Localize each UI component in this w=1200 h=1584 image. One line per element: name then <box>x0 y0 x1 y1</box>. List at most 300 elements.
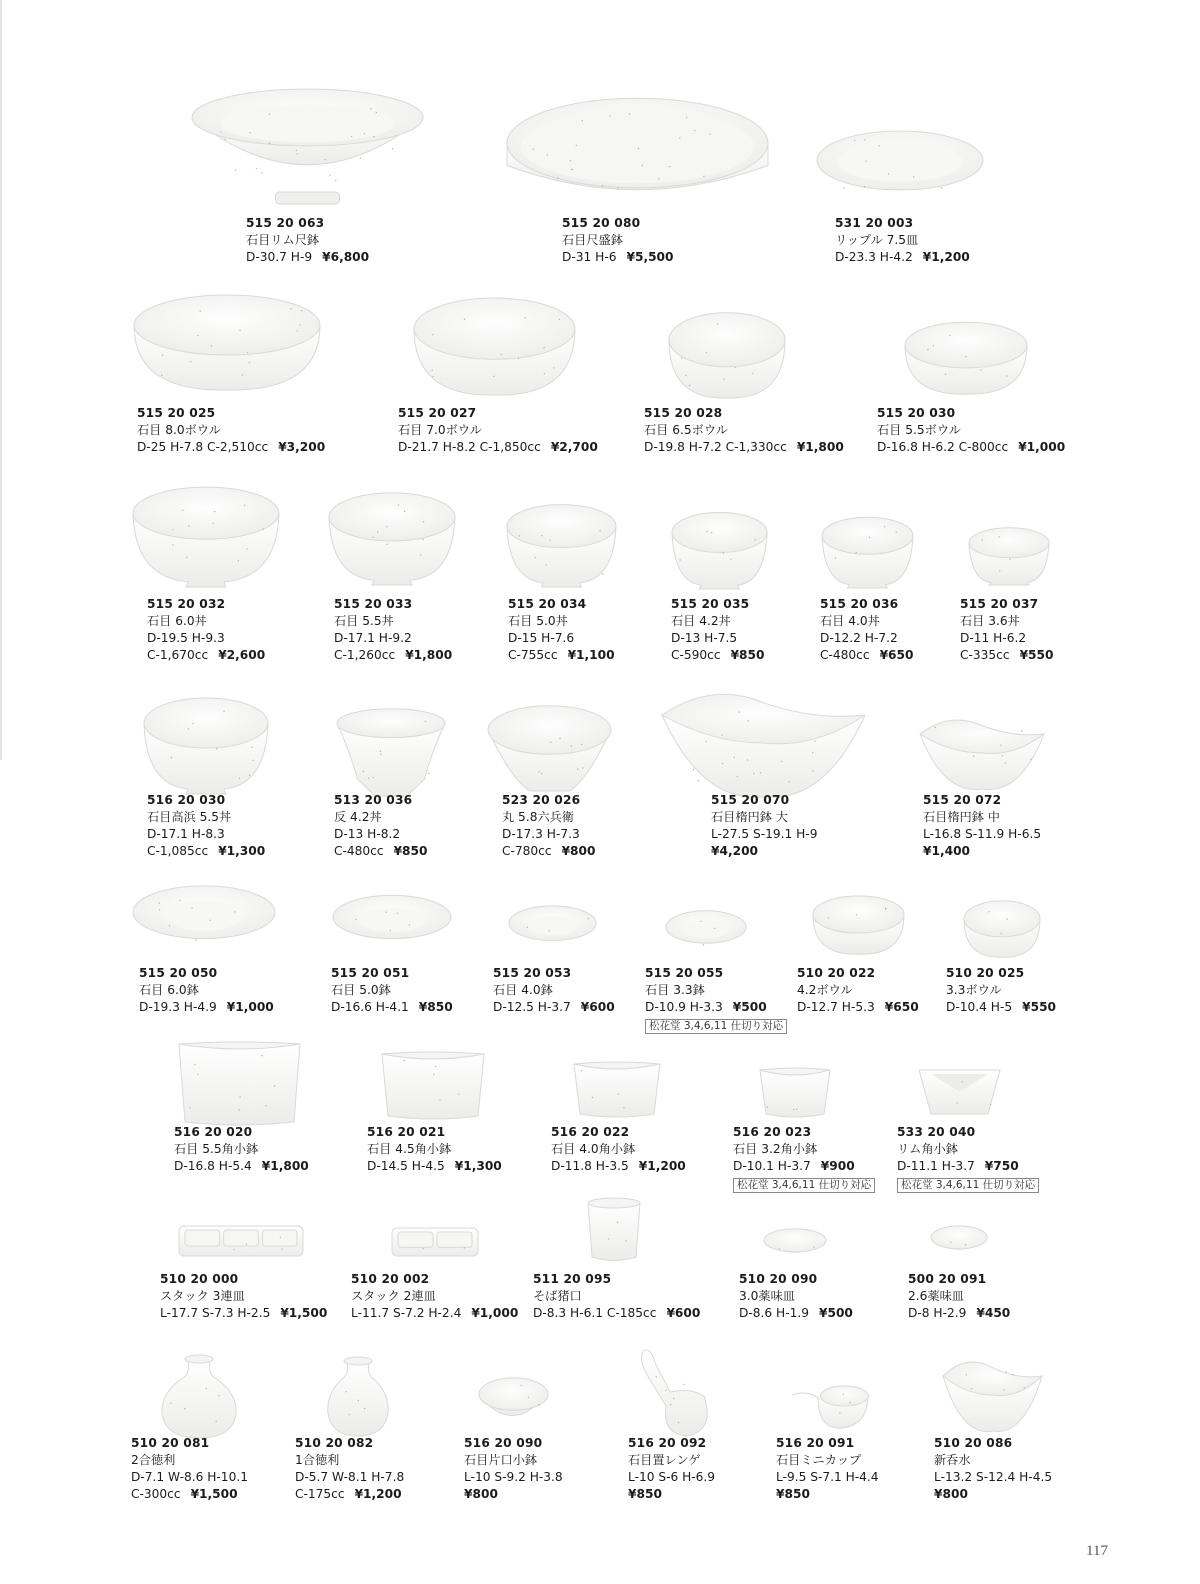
partition-note: 松花堂 3,4,6,11 仕切り対応 <box>733 1178 875 1193</box>
product-caption <box>711 792 817 860</box>
product-name: 石目 4.5角小鉢 <box>367 1142 452 1156</box>
product-image <box>811 894 906 956</box>
product-price: ¥1,500 <box>280 1306 328 1320</box>
product-price: ¥850 <box>393 844 428 858</box>
product-spec: D-8 H-2.9 <box>908 1306 967 1320</box>
product-image <box>962 899 1042 959</box>
product-image <box>586 1197 642 1263</box>
product-name: 石目ミニカップ <box>776 1453 862 1467</box>
product-code: 516 20 020 <box>174 1125 253 1139</box>
product-spec: D-17.3 H-7.3 <box>502 827 580 841</box>
product-spec: C-480cc <box>820 648 870 662</box>
product-spec: D-16.8 H-5.4 <box>174 1159 252 1173</box>
product-spec-line <box>131 1469 248 1486</box>
product-spec-line <box>733 1158 875 1175</box>
product-name: 石目 5.0丼 <box>508 614 568 628</box>
product-spec-line <box>645 999 787 1016</box>
product-caption <box>733 1124 875 1193</box>
product-spec-line <box>334 843 428 860</box>
product-price: ¥600 <box>666 1306 701 1320</box>
product-name: 1合徳利 <box>295 1453 340 1467</box>
product-name: 石目 8.0ボウル <box>137 423 221 437</box>
product-spec-line <box>960 647 1054 664</box>
product-caption <box>934 1435 1052 1503</box>
product-image <box>190 88 425 206</box>
product-caption <box>923 792 1041 860</box>
product-price: ¥800 <box>561 844 596 858</box>
product-image <box>903 320 1029 396</box>
product-spec: C-300cc <box>131 1487 181 1501</box>
product-spec: L-10 S-9.2 H-3.8 <box>464 1470 563 1484</box>
product-code: 515 20 072 <box>923 793 1002 807</box>
product-name: 3.3ボウル <box>946 983 1002 997</box>
product-name: 石目楕円鉢 大 <box>711 810 788 824</box>
product-image <box>917 1062 1002 1116</box>
product-caption <box>351 1271 518 1322</box>
product-code: 510 20 086 <box>934 1436 1013 1450</box>
product-price: ¥550 <box>1022 1000 1057 1014</box>
product-price: ¥1,000 <box>471 1306 519 1320</box>
product-price: ¥1,100 <box>567 648 615 662</box>
product-code: 515 20 070 <box>711 793 790 807</box>
product-spec-line <box>295 1469 404 1486</box>
product-caption <box>331 965 453 1016</box>
product-name: 石目 5.5ボウル <box>877 423 961 437</box>
product-caption <box>334 596 452 664</box>
product-code: 515 20 051 <box>331 966 410 980</box>
product-image <box>131 883 277 956</box>
product-spec: D-23.3 H-4.2 <box>835 250 913 264</box>
product-spec: C-780cc <box>502 844 552 858</box>
product-name: 石目 3.6丼 <box>960 614 1020 628</box>
product-price: ¥1,300 <box>454 1159 502 1173</box>
product-name: 石目 4.0鉢 <box>493 983 553 997</box>
product-spec: D-19.3 H-4.9 <box>139 1000 217 1014</box>
product-image <box>324 1356 392 1438</box>
product-price: ¥800 <box>464 1487 498 1501</box>
product-caption <box>960 596 1054 664</box>
product-spec-line <box>334 630 452 647</box>
product-code: 510 20 002 <box>351 1272 430 1286</box>
product-spec-line <box>960 630 1054 647</box>
product-price: ¥750 <box>984 1159 1019 1173</box>
product-spec-line <box>820 647 914 664</box>
product-spec-line <box>908 1305 1010 1322</box>
product-price: ¥650 <box>879 648 914 662</box>
product-price: ¥3,200 <box>278 440 326 454</box>
product-code: 516 20 022 <box>551 1125 630 1139</box>
product-spec: D-10.1 H-3.7 <box>733 1159 811 1173</box>
product-image <box>142 695 270 795</box>
product-image <box>632 1346 717 1438</box>
product-spec: D-11 H-6.2 <box>960 631 1027 645</box>
product-spec: D-5.7 W-8.1 H-7.8 <box>295 1470 405 1484</box>
product-spec-line <box>739 1305 853 1322</box>
product-spec: D-12.7 H-5.3 <box>797 1000 875 1014</box>
product-code: 516 20 090 <box>464 1436 543 1450</box>
product-spec-line <box>508 647 615 664</box>
product-image <box>380 1050 486 1120</box>
product-spec-line <box>562 249 674 266</box>
product-caption <box>897 1124 1039 1193</box>
product-image <box>967 526 1051 586</box>
product-code: 531 20 003 <box>835 216 914 230</box>
product-price: ¥1,800 <box>261 1159 309 1173</box>
product-image <box>572 1060 662 1118</box>
product-name: 2.6薬味皿 <box>908 1289 964 1303</box>
product-caption <box>160 1271 327 1322</box>
product-name: 反 4.2丼 <box>334 810 382 824</box>
product-spec: D-15 H-7.6 <box>508 631 575 645</box>
product-name: 3.0薬味皿 <box>739 1289 795 1303</box>
product-spec: D-12.2 H-7.2 <box>820 631 898 645</box>
product-image <box>660 687 867 799</box>
product-name: 新呑水 <box>934 1453 971 1467</box>
product-price: ¥5,500 <box>626 250 674 264</box>
product-spec-line <box>644 439 844 456</box>
product-caption <box>671 596 765 664</box>
product-spec-line <box>334 647 452 664</box>
product-spec-line <box>398 439 598 456</box>
product-image <box>505 96 770 208</box>
product-name: 石目 5.0鉢 <box>331 983 391 997</box>
product-image <box>762 1226 828 1262</box>
product-spec: D-19.8 H-7.2 C-1,330cc <box>644 440 787 454</box>
product-code: 513 20 036 <box>334 793 413 807</box>
product-spec-line <box>797 999 919 1016</box>
product-image <box>790 1380 870 1430</box>
product-image <box>177 1040 302 1126</box>
product-name: スタック 3連皿 <box>160 1289 245 1303</box>
product-price: ¥800 <box>934 1487 968 1501</box>
product-name: 4.2ボウル <box>797 983 853 997</box>
product-image <box>177 1220 305 1260</box>
product-image <box>505 502 618 588</box>
product-image <box>390 1222 480 1260</box>
product-caption <box>562 215 674 266</box>
product-image <box>758 1066 832 1118</box>
product-spec: L-13.2 S-12.4 H-4.5 <box>934 1470 1053 1484</box>
product-spec: D-17.1 H-9.2 <box>334 631 412 645</box>
product-code: 515 20 080 <box>562 216 641 230</box>
product-code: 510 20 025 <box>946 966 1025 980</box>
product-caption <box>174 1124 309 1175</box>
product-spec-line <box>464 1469 563 1486</box>
product-caption <box>645 965 787 1034</box>
product-spec: D-19.5 H-9.3 <box>147 631 225 645</box>
product-spec: D-12.5 H-3.7 <box>493 1000 571 1014</box>
product-image <box>815 129 985 199</box>
product-code: 515 20 025 <box>137 406 216 420</box>
product-spec-line <box>533 1305 700 1322</box>
product-image <box>412 295 577 397</box>
product-name: 石目 6.0丼 <box>147 614 207 628</box>
product-name: 石目置レンゲ <box>628 1453 701 1467</box>
product-spec: D-14.5 H-4.5 <box>367 1159 445 1173</box>
product-spec: D-11.8 H-3.5 <box>551 1159 629 1173</box>
product-image <box>820 515 915 589</box>
product-spec-line <box>174 1158 309 1175</box>
product-name: 石目 6.0鉢 <box>139 983 199 997</box>
product-spec-line <box>671 647 765 664</box>
product-code: 515 20 032 <box>147 597 226 611</box>
product-price: ¥2,700 <box>550 440 598 454</box>
product-caption <box>820 596 914 664</box>
product-spec: D-30.7 H-9 <box>246 250 313 264</box>
product-image <box>667 310 787 400</box>
product-image <box>670 510 769 590</box>
product-caption <box>908 1271 1010 1322</box>
partition-note: 松花堂 3,4,6,11 仕切り対応 <box>897 1178 1039 1193</box>
product-image <box>664 909 748 954</box>
product-spec: L-11.7 S-7.2 H-2.4 <box>351 1306 462 1320</box>
product-spec-line <box>671 630 765 647</box>
product-image <box>918 715 1046 791</box>
product-code: 515 20 027 <box>398 406 477 420</box>
product-spec-line <box>820 630 914 647</box>
product-caption <box>877 405 1065 456</box>
product-code: 510 20 081 <box>131 1436 210 1450</box>
product-name: 石目 4.0丼 <box>820 614 880 628</box>
product-price: ¥1,800 <box>405 648 453 662</box>
product-code: 510 20 090 <box>739 1272 818 1286</box>
product-caption <box>551 1124 686 1175</box>
product-code: 511 20 095 <box>533 1272 612 1286</box>
product-spec: D-31 H-6 <box>562 250 617 264</box>
product-spec: C-175cc <box>295 1487 345 1501</box>
product-name: 石目リム尺鉢 <box>246 233 320 247</box>
product-price: ¥6,800 <box>322 250 370 264</box>
product-image <box>327 490 457 586</box>
product-caption <box>533 1271 700 1322</box>
product-name: リップル 7.5皿 <box>835 233 919 247</box>
product-caption <box>508 596 615 664</box>
product-caption <box>398 405 598 456</box>
product-code: 533 20 040 <box>897 1125 976 1139</box>
product-spec-line <box>351 1305 518 1322</box>
product-price: ¥650 <box>884 1000 919 1014</box>
product-code: 516 20 091 <box>776 1436 855 1450</box>
product-code: 515 20 037 <box>960 597 1039 611</box>
product-code: 515 20 030 <box>877 406 956 420</box>
product-name: 丸 5.8六兵衛 <box>502 810 575 824</box>
product-name: 石目楕円鉢 中 <box>923 810 1000 824</box>
product-caption <box>147 792 265 860</box>
product-name: スタック 2連皿 <box>351 1289 436 1303</box>
product-caption <box>246 215 369 266</box>
product-price: ¥2,600 <box>218 648 266 662</box>
product-spec-line <box>147 826 265 843</box>
product-spec-line <box>493 999 615 1016</box>
product-price: ¥1,200 <box>922 250 970 264</box>
partition-note: 松花堂 3,4,6,11 仕切り対応 <box>645 1019 787 1034</box>
product-image <box>331 893 453 953</box>
product-spec-line <box>160 1305 327 1322</box>
product-spec-line <box>331 999 453 1016</box>
product-spec-line <box>628 1469 715 1486</box>
product-price: ¥1,500 <box>190 1487 238 1501</box>
product-price: ¥550 <box>1019 648 1054 662</box>
product-caption <box>628 1435 715 1503</box>
product-spec-line <box>835 249 970 266</box>
product-image <box>131 484 281 588</box>
product-image <box>941 1357 1044 1433</box>
product-spec: L-9.5 S-7.1 H-4.4 <box>776 1470 879 1484</box>
product-price: ¥850 <box>776 1487 810 1501</box>
product-spec: C-1,085cc <box>147 844 209 858</box>
product-name: 石目 5.5丼 <box>334 614 394 628</box>
product-spec-line <box>776 1469 879 1486</box>
product-caption <box>946 965 1056 1016</box>
product-spec-line <box>946 999 1056 1016</box>
product-price: ¥1,000 <box>226 1000 274 1014</box>
product-spec: L-27.5 S-19.1 H-9 <box>711 827 818 841</box>
product-spec-line <box>502 843 596 860</box>
product-spec-line <box>295 1486 404 1503</box>
product-spec-line <box>131 1486 248 1503</box>
product-name: 石目 3.3鉢 <box>645 983 705 997</box>
product-caption <box>464 1435 563 1503</box>
product-name: 石目高浜 5.5丼 <box>147 810 232 824</box>
product-price: ¥1,300 <box>218 844 266 858</box>
product-name: 石目 7.0ボウル <box>398 423 482 437</box>
product-code: 515 20 033 <box>334 597 413 611</box>
product-spec: D-13 H-7.5 <box>671 631 738 645</box>
product-code: 510 20 022 <box>797 966 876 980</box>
product-code: 515 20 050 <box>139 966 218 980</box>
product-code: 515 20 036 <box>820 597 899 611</box>
product-spec: C-755cc <box>508 648 558 662</box>
product-spec: D-16.6 H-4.1 <box>331 1000 409 1014</box>
page-number: 117 <box>1086 1543 1108 1559</box>
product-name: 石目片口小鉢 <box>464 1453 538 1467</box>
product-price: ¥1,200 <box>354 1487 402 1501</box>
product-spec: C-1,670cc <box>147 648 209 662</box>
product-spec-line <box>923 826 1041 843</box>
product-image <box>158 1354 240 1440</box>
product-code: 516 20 092 <box>628 1436 707 1450</box>
product-price: ¥500 <box>732 1000 767 1014</box>
product-spec-line <box>502 826 596 843</box>
product-caption <box>367 1124 502 1175</box>
product-code: 516 20 023 <box>733 1125 812 1139</box>
product-code: 515 20 063 <box>246 216 325 230</box>
product-name: 石目 4.0角小鉢 <box>551 1142 636 1156</box>
product-spec-line <box>877 439 1065 456</box>
product-spec: D-7.1 W-8.6 H-10.1 <box>131 1470 248 1484</box>
product-caption <box>131 1435 248 1503</box>
product-code: 510 20 000 <box>160 1272 239 1286</box>
product-caption <box>147 596 265 664</box>
product-caption <box>334 792 428 860</box>
product-name: そば猪口 <box>533 1289 582 1303</box>
product-caption <box>776 1435 879 1503</box>
product-spec-line <box>897 1158 1039 1175</box>
product-price: ¥1,200 <box>638 1159 686 1173</box>
product-name: 2合徳利 <box>131 1453 176 1467</box>
product-code: 515 20 055 <box>645 966 724 980</box>
product-price: ¥600 <box>580 1000 615 1014</box>
product-price: ¥1,800 <box>796 440 844 454</box>
product-caption <box>137 405 325 456</box>
product-price: ¥500 <box>818 1306 853 1320</box>
product-name: リム角小鉢 <box>897 1142 958 1156</box>
product-price: ¥4,200 <box>711 844 759 858</box>
product-image <box>929 1223 989 1259</box>
product-spec-line <box>139 999 274 1016</box>
product-caption <box>644 405 844 456</box>
product-spec: D-25 H-7.8 C-2,510cc <box>137 440 269 454</box>
product-spec: D-10.9 H-3.3 <box>645 1000 723 1014</box>
product-spec-line <box>147 843 265 860</box>
product-spec-line <box>711 826 817 843</box>
product-code: 515 20 034 <box>508 597 587 611</box>
product-image <box>132 292 322 392</box>
product-image <box>477 1375 550 1433</box>
product-spec-line <box>147 630 265 647</box>
product-code: 510 20 082 <box>295 1436 374 1450</box>
product-spec: D-8.3 H-6.1 C-185cc <box>533 1306 657 1320</box>
product-price: ¥450 <box>976 1306 1011 1320</box>
product-caption <box>797 965 919 1016</box>
product-spec: C-335cc <box>960 648 1010 662</box>
product-spec: C-480cc <box>334 844 384 858</box>
product-spec: L-17.7 S-7.3 H-2.5 <box>160 1306 271 1320</box>
product-code: 515 20 028 <box>644 406 723 420</box>
product-image <box>335 707 447 797</box>
product-code: 523 20 026 <box>502 793 581 807</box>
product-spec: D-17.1 H-8.3 <box>147 827 225 841</box>
product-spec-line <box>147 647 265 664</box>
product-spec: L-16.8 S-11.9 H-6.5 <box>923 827 1042 841</box>
product-name: 石目尺盛鉢 <box>562 233 623 247</box>
product-image <box>507 904 598 952</box>
product-price: ¥1,400 <box>923 844 971 858</box>
product-spec-line <box>137 439 325 456</box>
product-spec: D-13 H-8.2 <box>334 827 401 841</box>
product-spec: D-21.7 H-8.2 C-1,850cc <box>398 440 541 454</box>
product-spec: D-10.4 H-5 <box>946 1000 1013 1014</box>
product-spec-line <box>367 1158 502 1175</box>
product-code: 515 20 053 <box>493 966 572 980</box>
product-name: 石目 3.2角小鉢 <box>733 1142 818 1156</box>
product-price: ¥1,000 <box>1018 440 1066 454</box>
product-name: 石目 5.5角小鉢 <box>174 1142 259 1156</box>
product-name: 石目 6.5ボウル <box>644 423 728 437</box>
product-spec-line <box>934 1469 1052 1486</box>
product-caption <box>493 965 615 1016</box>
product-spec: D-11.1 H-3.7 <box>897 1159 975 1173</box>
product-code: 515 20 035 <box>671 597 750 611</box>
product-code: 500 20 091 <box>908 1272 987 1286</box>
product-spec-line <box>508 630 615 647</box>
product-name: 石目 4.2丼 <box>671 614 731 628</box>
product-spec: C-1,260cc <box>334 648 396 662</box>
product-spec: C-590cc <box>671 648 721 662</box>
product-caption <box>739 1271 853 1322</box>
product-image <box>486 703 613 793</box>
product-spec: L-10 S-6 H-6.9 <box>628 1470 716 1484</box>
product-spec-line <box>551 1158 686 1175</box>
product-spec: D-16.8 H-6.2 C-800cc <box>877 440 1009 454</box>
product-price: ¥850 <box>628 1487 662 1501</box>
product-code: 516 20 030 <box>147 793 226 807</box>
product-price: ¥850 <box>730 648 765 662</box>
product-spec-line <box>246 249 369 266</box>
product-caption <box>502 792 596 860</box>
product-price: ¥850 <box>418 1000 453 1014</box>
page-edge-line <box>0 0 2 760</box>
